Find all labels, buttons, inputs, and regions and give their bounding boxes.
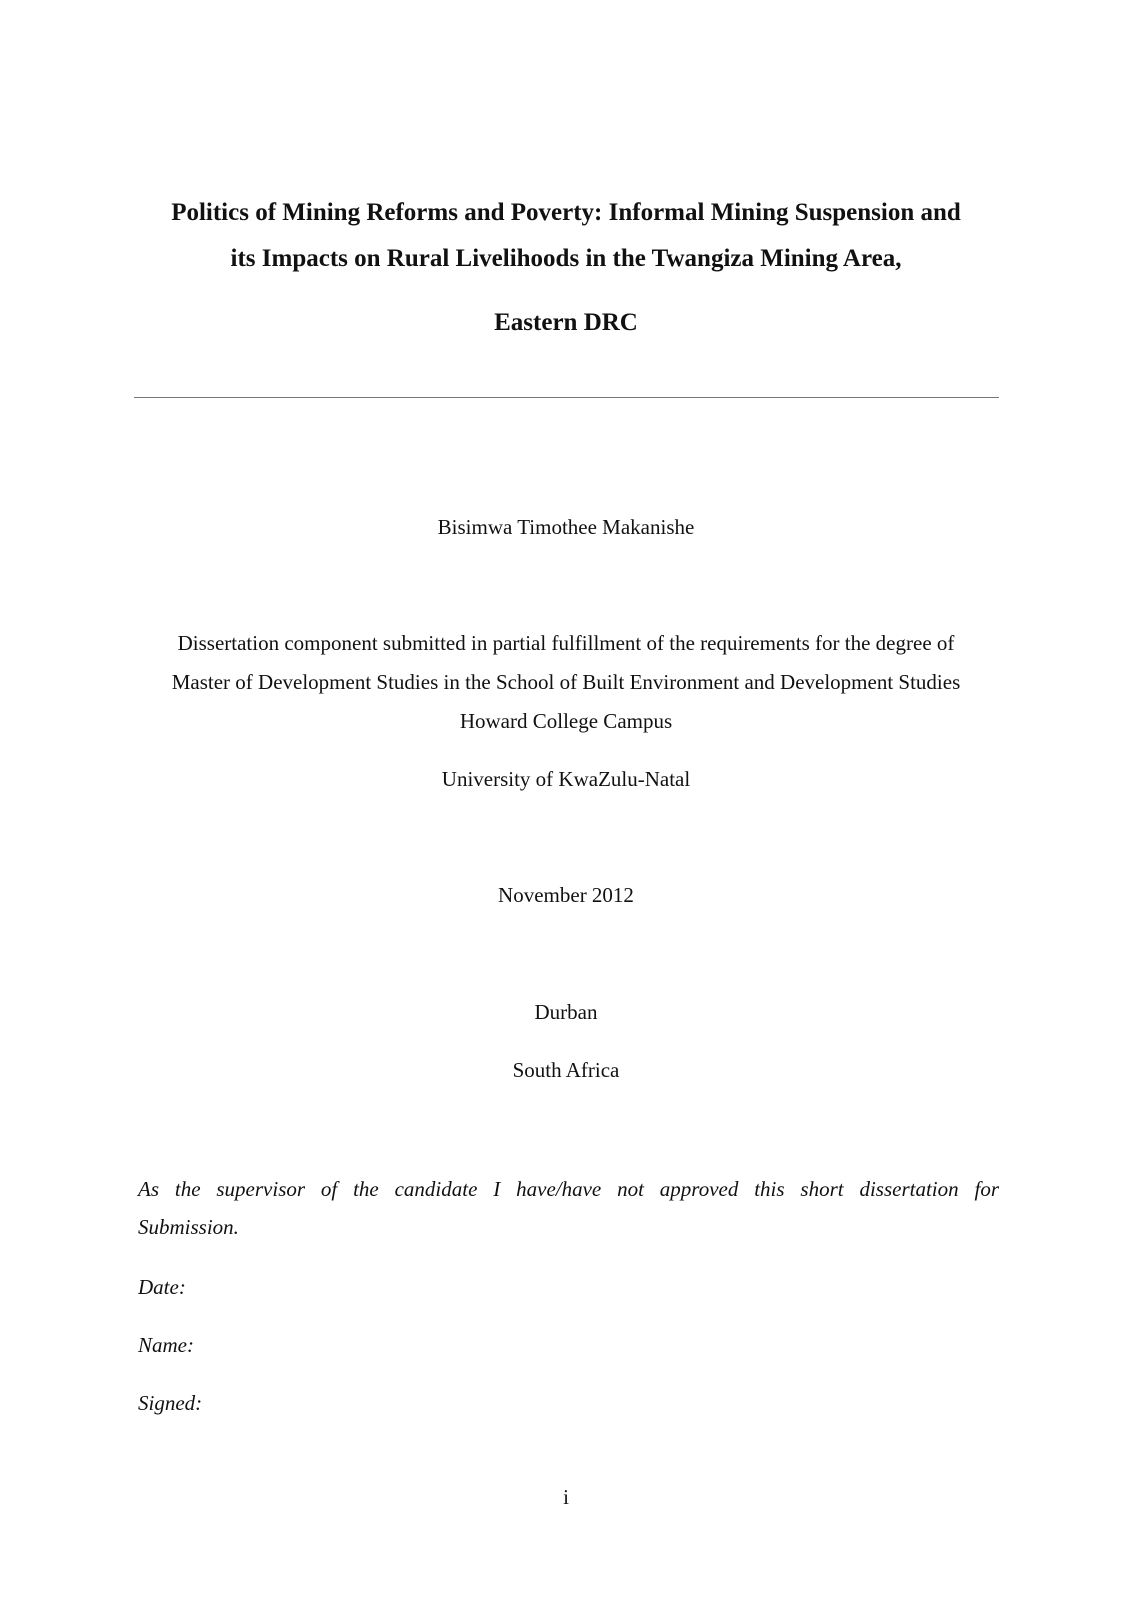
dissertation-statement-line-2: Master of Development Studies in the School of Built Environment and Development Studies <box>171 670 961 694</box>
supervisor-name-label: Name: <box>138 1333 194 1357</box>
submission-date: November 2012 <box>498 883 634 907</box>
page-number: i <box>563 1485 569 1509</box>
title-line-2: its Impacts on Rural Livelihoods in the Twangiza Mining Area, <box>230 245 902 272</box>
supervisor-signed-label: Signed: <box>138 1391 203 1415</box>
campus-name: Howard College Campus <box>459 709 673 733</box>
location-country: South Africa <box>512 1058 620 1082</box>
title-line-1: Politics of Mining Reforms and Poverty: Informal Mining Suspension and <box>171 199 961 226</box>
author-name: Bisimwa Timothee Makanishe <box>437 515 695 539</box>
supervisor-statement <box>138 1170 999 1246</box>
supervisor-statement-line-1: As the supervisor of the candidate I have/have not approved this short dissertation for <box>138 1177 999 1201</box>
location-city: Durban <box>534 1000 598 1024</box>
supervisor-statement-line-2: Submission. <box>138 1215 239 1239</box>
university-name: University of KwaZulu-Natal <box>441 767 691 791</box>
supervisor-date-label: Date: <box>138 1275 186 1299</box>
title-line-3: Eastern DRC <box>494 309 638 336</box>
title-divider <box>134 397 999 398</box>
dissertation-statement-line-1: Dissertation component submitted in partial fulfillment of the requirements for the degree of <box>177 631 955 655</box>
